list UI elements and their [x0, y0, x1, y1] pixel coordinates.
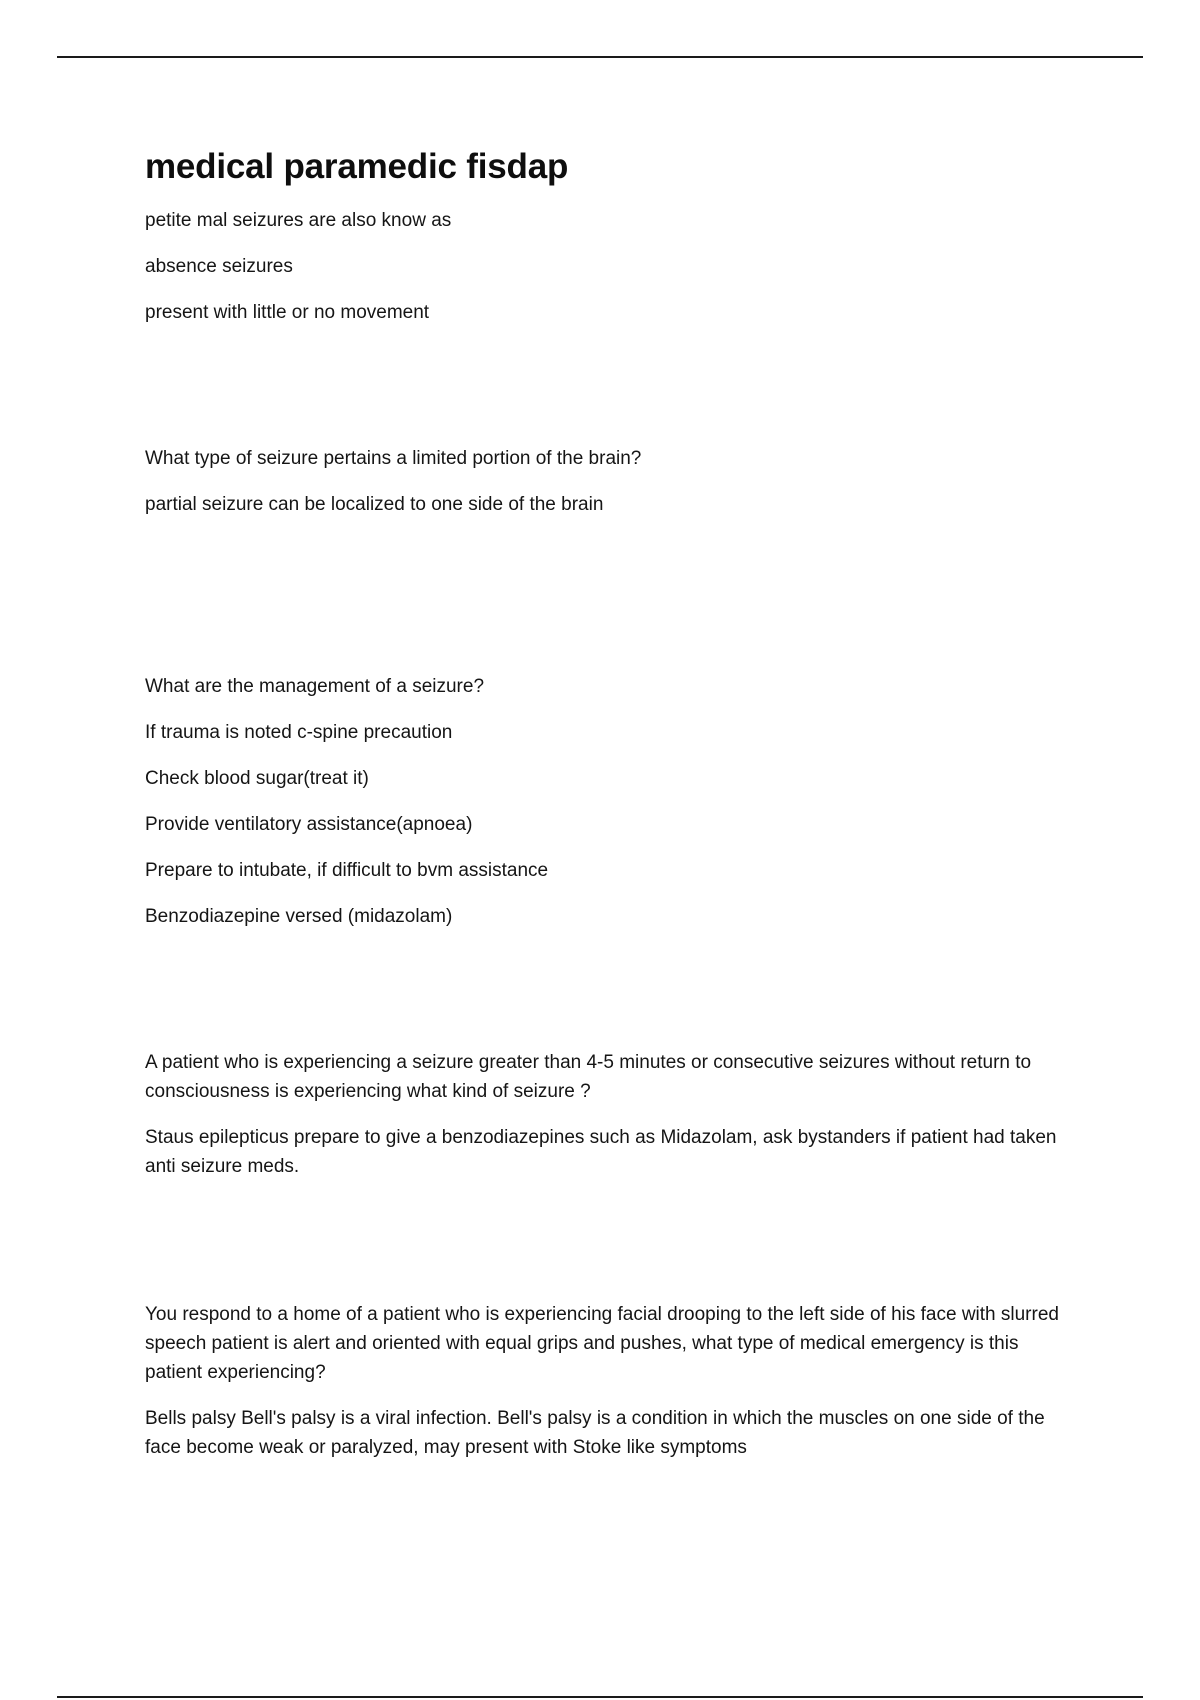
card-spacer [145, 1198, 1065, 1300]
card-question: What are the management of a seizure? [145, 676, 485, 697]
card-spacer [145, 536, 1065, 672]
document-body [145, 146, 1065, 1479]
flashcard-3 [145, 672, 1065, 931]
page-title: medical paramedic fisdap [145, 147, 569, 186]
flashcard-1 [145, 206, 1065, 327]
card-answer-line: absence seizures [145, 256, 293, 277]
card-answer-line: Benzodiazepine versed (midazolam) [145, 906, 453, 927]
card-question: What type of seizure pertains a limited portion of the brain? [145, 448, 642, 469]
card-answer-line: partial seizure can be localized to one side of the brain [145, 494, 604, 515]
card-answer-line: present with little or no movement [145, 302, 430, 323]
card-question: You respond to a home of a patient who is experiencing facial drooping to the left side of his face with slurred speech patient is alert and oriented with equal grips and pushes, what type of medical emergency is this patient experiencing? [145, 1304, 1059, 1383]
top-rule [57, 56, 1143, 58]
card-answer-line: Staus epilepticus prepare to give a benzodiazepines such as Midazolam, ask bystanders if patient had taken anti seizure meds. [145, 1127, 1057, 1177]
card-answer-line: Prepare to intubate, if difficult to bvm assistance [145, 860, 549, 881]
card-spacer [145, 344, 1065, 444]
bottom-rule [57, 1696, 1143, 1698]
card-question: petite mal seizures are also know as [145, 210, 452, 231]
card-answer-line: Bells palsy Bell's palsy is a viral infection. Bell's palsy is a condition in which the muscles on one side of the face become weak or paralyzed, may present with Stoke like symptoms [145, 1408, 1045, 1458]
card-answer-line: If trauma is noted c-spine precaution [145, 722, 453, 743]
card-answer-line: Provide ventilatory assistance(apnoea) [145, 814, 473, 835]
card-spacer [145, 948, 1065, 1048]
card-question: A patient who is experiencing a seizure greater than 4-5 minutes or consecutive seizures without return to consciousness is experiencing what kind of seizure ? [145, 1052, 1032, 1102]
flashcard-2 [145, 444, 1065, 519]
card-answer-line: Check blood sugar(treat it) [145, 768, 369, 789]
flashcard-5 [145, 1300, 1065, 1462]
flashcard-4 [145, 1048, 1065, 1181]
